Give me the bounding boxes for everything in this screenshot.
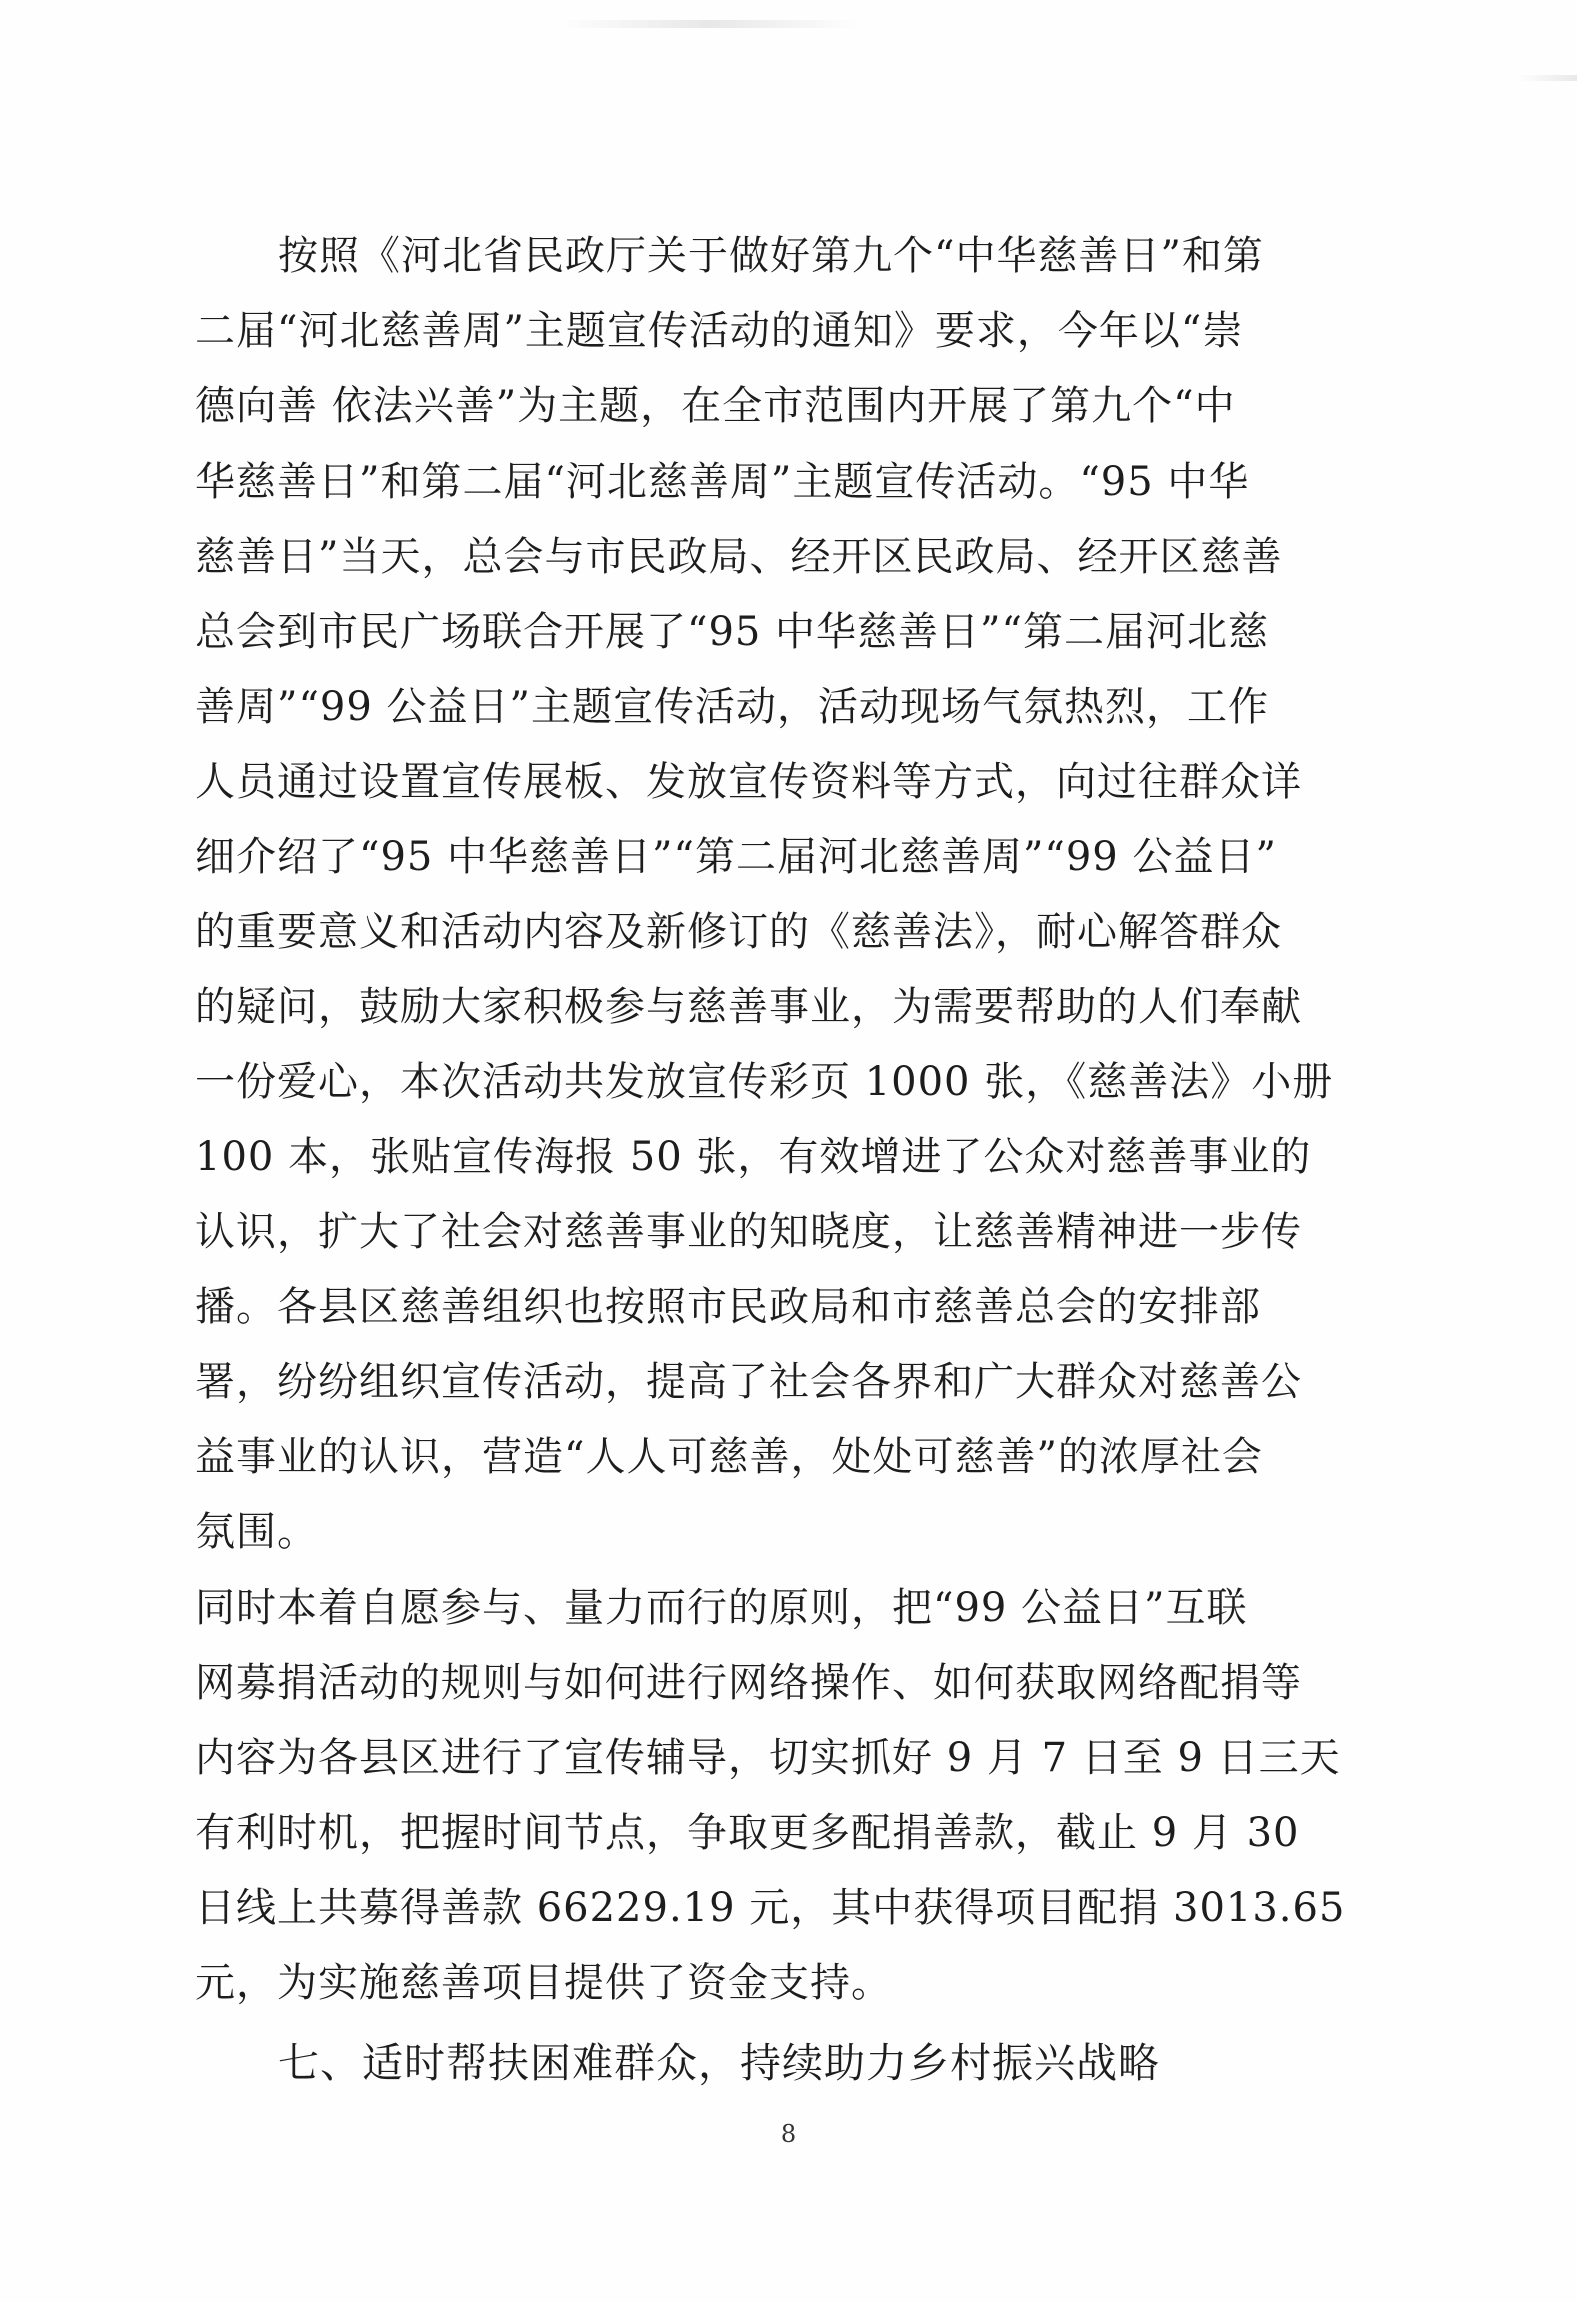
text-line: 慈善日”当天，总会与市民政局、经开区民政局、经开区慈善 xyxy=(195,534,1283,580)
text-line: 日线上共募得善款 66229.19 元，其中获得项目配捐 3013.65 xyxy=(195,1885,1346,1931)
text-line: 认识，扩大了社会对慈善事业的知晓度，让慈善精神进一步传 xyxy=(195,1209,1302,1255)
text-line: 的疑问，鼓励大家积极参与慈善事业，为需要帮助的人们奉献 xyxy=(195,984,1302,1030)
text-line: 人员通过设置宣传展板、发放宣传资料等方式，向过往群众详 xyxy=(195,759,1302,805)
text-line: 播。各县区慈善组织也按照市民政局和市慈善总会的安排部 xyxy=(195,1284,1261,1330)
text-line: 100 本，张贴宣传海报 50 张，有效增进了公众对慈善事业的 xyxy=(195,1134,1312,1180)
section-heading: 七、适时帮扶困难群众，持续助力乡村振兴战略 xyxy=(278,2039,1160,2087)
text-line: 的重要意义和活动内容及新修订的《慈善法》，耐心解答群众 xyxy=(195,909,1282,955)
scan-artifact xyxy=(1517,75,1577,81)
text-line: 一份爱心，本次活动共发放宣传彩页 1000 张，《慈善法》小册 xyxy=(195,1059,1334,1105)
text-line: 益事业的认识，营造“人人可慈善，处处可慈善”的浓厚社会 xyxy=(195,1434,1263,1480)
text-line: 网募捐活动的规则与如何进行网络操作、如何获取网络配捐等 xyxy=(195,1660,1302,1706)
text-line: 细介绍了“95 中华慈善日”“第二届河北慈善周”“99 公益日” xyxy=(195,834,1277,880)
text-line: 署，纷纷组织宣传活动，提高了社会各界和广大群众对慈善公 xyxy=(195,1359,1302,1405)
text-line: 同时本着自愿参与、量力而行的原则，把“99 公益日”互联 xyxy=(195,1585,1248,1631)
text-line: 总会到市民广场联合开展了“95 中华慈善日”“第二届河北慈 xyxy=(195,609,1269,655)
page-number: 8 xyxy=(780,2120,797,2148)
text-line: 二届“河北慈善周”主题宣传活动的通知》要求，今年以“崇 xyxy=(195,308,1244,354)
text-line: 氛围。 xyxy=(195,1509,318,1555)
text-line: 元，为实施慈善项目提供了资金支持。 xyxy=(195,1960,892,2006)
text-line: 有利时机，把握时间节点，争取更多配捐善款，截止 9 月 30 xyxy=(195,1810,1300,1856)
text-line: 德向善 依法兴善”为主题，在全市范围内开展了第九个“中 xyxy=(195,383,1236,429)
text-line: 内容为各县区进行了宣传辅导，切实抓好 9 月 7 日至 9 日三天 xyxy=(195,1735,1341,1781)
text-line: 华慈善日”和第二届“河北慈善周”主题宣传活动。“95 中华 xyxy=(195,459,1250,505)
text-line: 按照《河北省民政厅关于做好第九个“中华慈善日”和第 xyxy=(278,233,1264,279)
text-line: 善周”“99 公益日”主题宣传活动，活动现场气氛热烈，工作 xyxy=(195,684,1269,730)
scan-artifact xyxy=(560,20,860,28)
